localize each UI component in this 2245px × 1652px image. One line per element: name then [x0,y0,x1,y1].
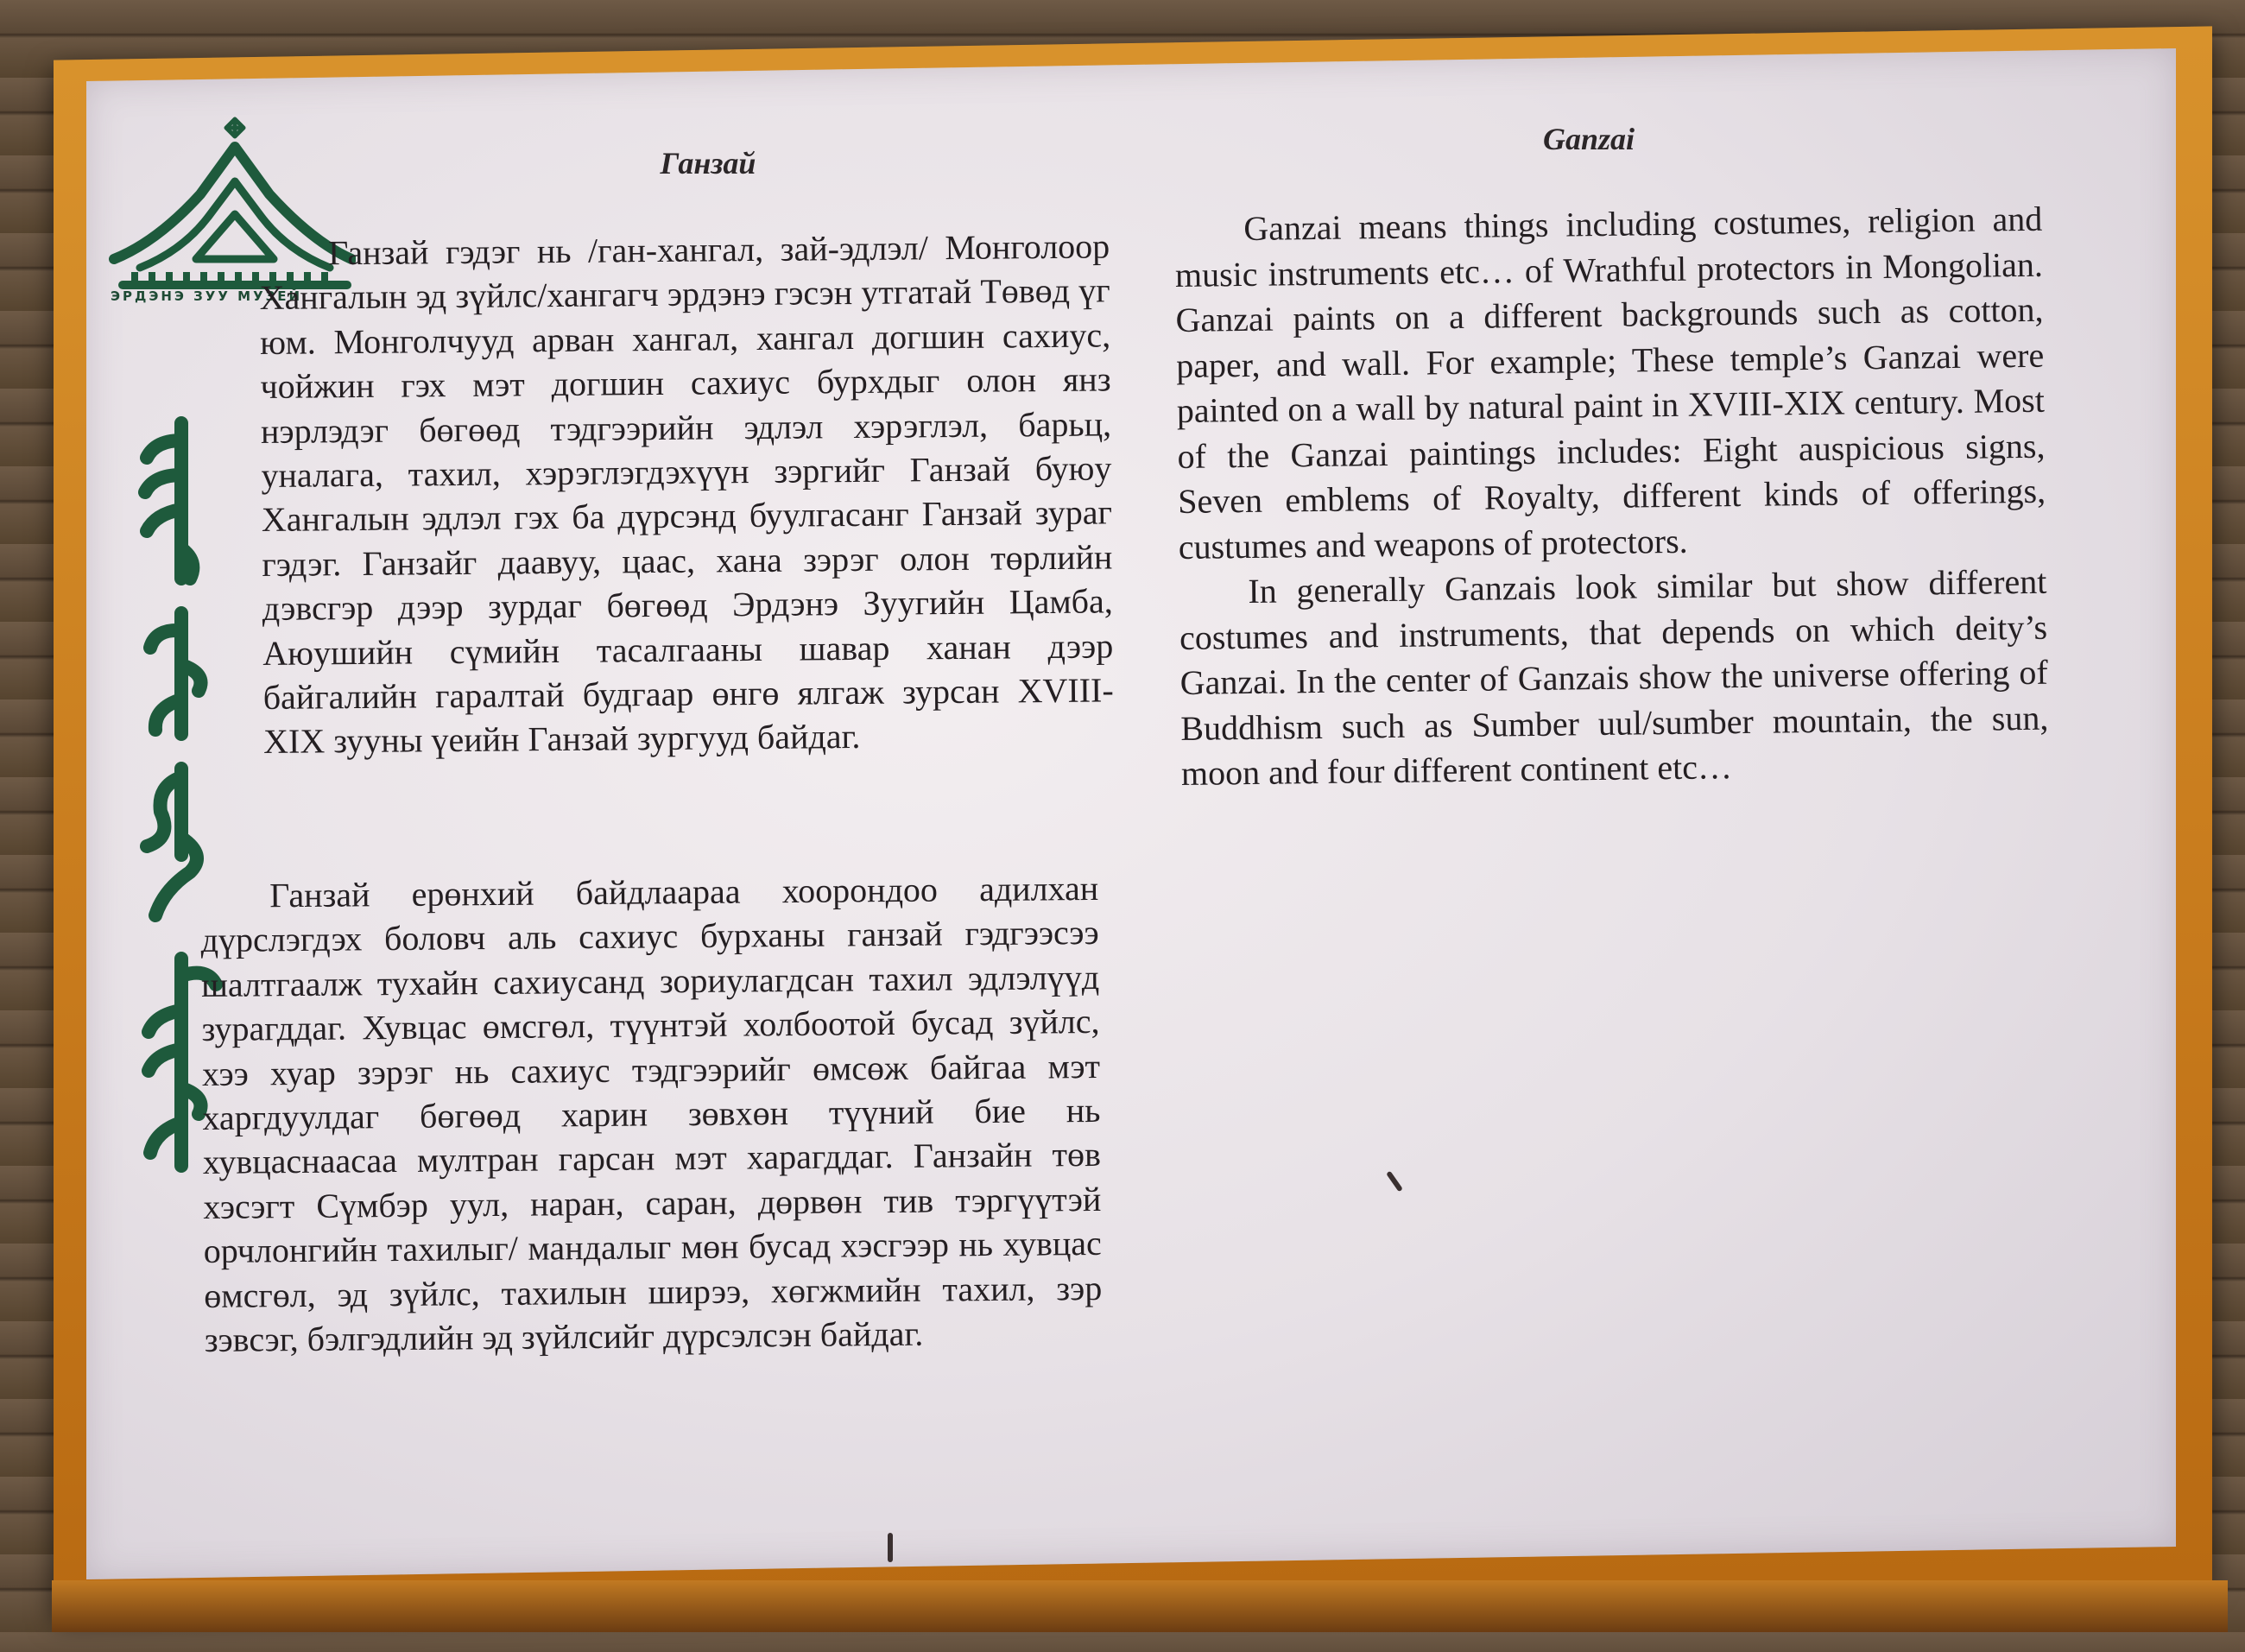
surface-scratch [888,1533,893,1562]
english-text [1174,197,2049,797]
mongolian-paragraph-2-text: Ганзай ерөнхий байдлаараа хоорондоо адилхан дүрслэгдэх боловч аль сахиус бурханы ганзай гэдгээсээ шалтгаалж тухайн сахиусанд зориулагдсан тахил эдлэлүүд зурагддаг. Хувцас өмсгөл, түүнтэй холбоотой бусад зүйлс, хээ хуар зэрэг нь сахиус тэдгээрийг өмсөж байгаа мэт харгдуулдаг бөгөөд харин зөвхөн түүний бие нь хувцаснаасаа мултран гарсан мэт харагддаг. Ганзайн төв хэсэгт Сүмбэр уул, наран, саран, дөрвөн тив тэргүүтэй орчлонгийн тахилыг/ мандалыг мөн бусад хэсгээр нь хувцас өмсгөл, эд зүйлс, тахилын ширээ, хөгжмийн тахил, зэр зэвсэг, бэлгэдлийн эд зүйлсийг дүрсэлсэн байдаг. [200,868,1103,1360]
english-paragraph-1-text: Ganzai means things including costumes, religion and music instruments etc… of Wrathful protectors in Mongolian. Ganzai paints on a different backgrounds such as cotton, paper, and wall. For example; These temple’s Ganzai were painted on a wall by natural paint in XVIII-XIX century. Most of the Ganzai paintings includes: Eight auspicious signs, Seven emblems of Royalty, different kinds of offerings, custumes and weapons of protectors. [1174,199,2046,566]
logo-lettering: ЭРДЭНЭ ЗУУ МУЗЕЙ [111,288,303,304]
english-paragraph-2-text: In generally Ganzais look similar but show different costumes and instruments, that depends on which deity’s Ganzai. In the center of Ganzais show the universe offering of Buddhism such as Sumber uul/sumber mountain, the sun, moon and four different continent etc… [1179,561,2049,793]
english-title: Ganzai [1542,122,1635,156]
mongolian-paragraph-1-text: Ганзай гэдэг нь /ган-хангал, зай-эдлэл/ Монголоор Хангалын эд зүйлс/хангагч эрдэнэ гэсэн утгатай Төвөд үг юм. Монголчууд арван хангал, хангал догшин сахиус, чойжин гэх мэт догшин сахиус бурхдыг олон янз нэрлэдэг бөгөөд тэдгээрийн эдлэл хэрэглэл, барьц, уналага, тахил, хэрэглэгдэхүүн зэргийг Ганзай буюу Хангалын эдлэл гэх ба дүрсэнд буулгасанг Ганзай зураг гэдэг. Ганзайг даавуу, цаас, хана зэрэг олон төрлийн дэвсгэр дээр зурдаг бөгөөд Эрдэнэ Зуугийн Цамба, Аюушийн сүмийн тасалгааны шавар ханан дээр байгалийн гаралтай будгаар өнгө ялгаж зурсан XVIII-XIX зууны үеийн Ганзай зургууд байдаг. [259,226,1114,762]
frame-bottom-edge [52,1580,2228,1632]
mongolian-title: Ганзай [660,146,756,180]
mongolian-paragraph-2 [200,866,1103,1363]
mongolian-paragraph-1 [259,224,1114,763]
